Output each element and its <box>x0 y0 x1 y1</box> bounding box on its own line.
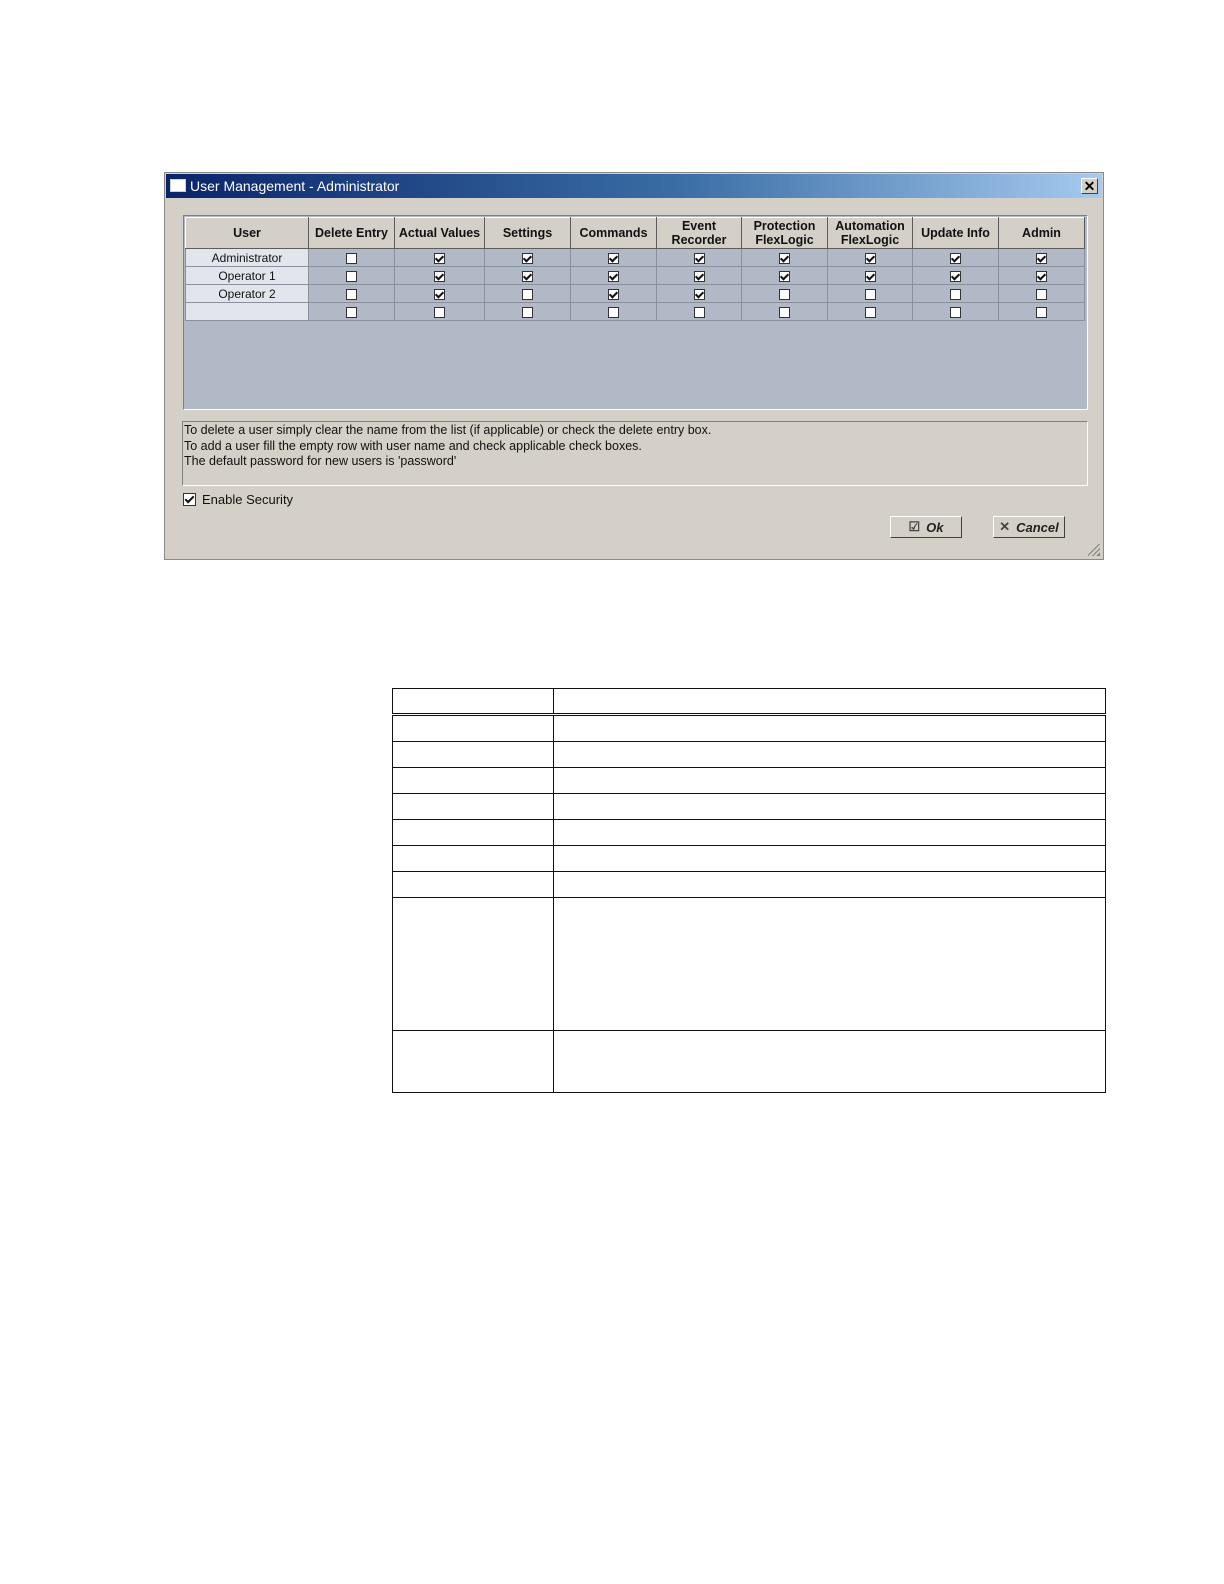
permission-checkbox[interactable] <box>346 289 357 300</box>
permission-checkbox[interactable] <box>608 307 619 318</box>
user-name-cell[interactable]: Administrator <box>186 249 309 267</box>
enable-security-option[interactable] <box>183 491 293 507</box>
column-header: Automation FlexLogic <box>828 218 913 249</box>
permission-checkbox[interactable] <box>694 289 705 300</box>
permission-cell <box>657 267 742 285</box>
permission-checkbox[interactable] <box>1036 253 1047 264</box>
instruction-delete: To delete a user simply clear the name from the list (if applicable) or check the delete entry box. <box>184 423 712 437</box>
permission-checkbox[interactable] <box>779 307 790 318</box>
ok-label: Ok <box>926 519 944 535</box>
close-button[interactable]: ✕ <box>1081 178 1098 194</box>
permission-checkbox[interactable] <box>522 271 533 282</box>
permission-cell <box>571 267 657 285</box>
instruction-add: To add a user fill the empty row with user name and check applicable check boxes. <box>184 438 642 453</box>
column-header: Update Info <box>913 218 999 249</box>
table-row <box>186 267 1085 285</box>
column-header: Protection FlexLogic <box>742 218 828 249</box>
table-header-row <box>393 689 1106 715</box>
permission-cell <box>657 303 742 321</box>
permission-cell <box>657 249 742 267</box>
permission-cell <box>485 267 571 285</box>
user-name-cell[interactable]: Operator 2 <box>186 285 309 303</box>
permission-checkbox[interactable] <box>950 289 961 300</box>
table-row <box>393 820 1106 846</box>
permission-checkbox[interactable] <box>1036 307 1047 318</box>
column-header: Actual Values <box>395 218 485 249</box>
permission-checkbox[interactable] <box>694 307 705 318</box>
permission-cell <box>999 267 1085 285</box>
permission-cell <box>485 285 571 303</box>
table-row <box>393 846 1106 872</box>
permission-checkbox[interactable] <box>522 289 533 300</box>
permissions-grid-panel <box>183 215 1088 410</box>
enable-security-label: Enable Security <box>202 491 294 507</box>
table-row <box>393 872 1106 898</box>
table-row <box>186 285 1085 303</box>
permission-cell <box>999 303 1085 321</box>
permission-checkbox[interactable] <box>608 253 619 264</box>
permission-checkbox[interactable] <box>865 307 876 318</box>
permission-checkbox[interactable] <box>950 271 961 282</box>
permission-cell <box>395 267 485 285</box>
permission-checkbox[interactable] <box>346 307 357 318</box>
permission-checkbox[interactable] <box>522 307 533 318</box>
permission-cell <box>309 285 395 303</box>
grid-header-row <box>186 218 1085 249</box>
permission-checkbox[interactable] <box>434 271 445 282</box>
permission-cell <box>309 303 395 321</box>
permission-cell <box>657 285 742 303</box>
permission-checkbox[interactable] <box>434 289 445 300</box>
permission-cell <box>828 267 913 285</box>
ok-button[interactable] <box>890 516 962 538</box>
table-row <box>393 1031 1106 1093</box>
permission-cell <box>913 303 999 321</box>
column-header: Commands <box>571 218 657 249</box>
cancel-button[interactable] <box>993 516 1065 538</box>
permission-checkbox[interactable] <box>779 253 790 264</box>
permission-cell <box>999 285 1085 303</box>
permission-checkbox[interactable] <box>346 271 357 282</box>
permission-cell <box>395 249 485 267</box>
permission-checkbox[interactable] <box>694 271 705 282</box>
permission-cell <box>395 285 485 303</box>
dialog-title: User Management - Administrator <box>190 178 400 194</box>
permission-checkbox[interactable] <box>1036 289 1047 300</box>
column-header: Delete Entry <box>309 218 395 249</box>
title-bar[interactable] <box>166 174 1102 198</box>
permission-checkbox[interactable] <box>865 253 876 264</box>
permission-cell <box>913 267 999 285</box>
permission-checkbox[interactable] <box>779 289 790 300</box>
permission-checkbox[interactable] <box>346 253 357 264</box>
permissions-table <box>185 217 1085 321</box>
cross-icon: ✕ <box>999 519 1011 534</box>
permission-cell <box>828 303 913 321</box>
table-row <box>393 898 1106 1031</box>
permission-cell <box>742 249 828 267</box>
permission-cell <box>828 285 913 303</box>
table-row <box>186 303 1085 321</box>
column-header: Admin <box>999 218 1085 249</box>
cancel-label: Cancel <box>1016 519 1059 535</box>
permission-cell <box>742 285 828 303</box>
enable-security-checkbox[interactable] <box>183 493 196 506</box>
permission-cell <box>395 303 485 321</box>
check-icon: ☑ <box>908 519 921 534</box>
permission-checkbox[interactable] <box>950 253 961 264</box>
permission-cell <box>485 249 571 267</box>
permission-checkbox[interactable] <box>950 307 961 318</box>
permission-cell <box>913 249 999 267</box>
permission-cell <box>309 267 395 285</box>
permission-cell <box>485 303 571 321</box>
table-row <box>393 768 1106 794</box>
permission-checkbox[interactable] <box>522 253 533 264</box>
permission-checkbox[interactable] <box>608 289 619 300</box>
resize-grip-icon[interactable] <box>1088 544 1100 556</box>
permission-cell <box>571 303 657 321</box>
table-row <box>393 715 1106 742</box>
table-row <box>393 794 1106 820</box>
permission-checkbox[interactable] <box>779 271 790 282</box>
permission-cell <box>742 267 828 285</box>
permission-checkbox[interactable] <box>694 253 705 264</box>
instructions-box <box>182 421 1088 486</box>
column-header: User <box>186 218 309 249</box>
document-table <box>392 688 1106 1093</box>
permission-checkbox[interactable] <box>434 253 445 264</box>
column-header: Event Recorder <box>657 218 742 249</box>
window-icon <box>170 179 186 192</box>
user-name-cell[interactable] <box>186 303 309 321</box>
column-header: Settings <box>485 218 571 249</box>
permission-cell <box>828 249 913 267</box>
user-name-cell[interactable]: Operator 1 <box>186 267 309 285</box>
permission-cell <box>742 303 828 321</box>
permission-checkbox[interactable] <box>434 307 445 318</box>
permission-cell <box>309 249 395 267</box>
permission-checkbox[interactable] <box>865 271 876 282</box>
permission-cell <box>571 285 657 303</box>
user-management-dialog <box>164 172 1104 560</box>
permission-checkbox[interactable] <box>608 271 619 282</box>
table-row <box>186 249 1085 267</box>
permission-checkbox[interactable] <box>865 289 876 300</box>
permission-cell <box>571 249 657 267</box>
table-row <box>393 742 1106 768</box>
permission-cell <box>999 249 1085 267</box>
permission-cell <box>913 285 999 303</box>
instruction-password: The default password for new users is 'password' <box>184 454 457 468</box>
permission-checkbox[interactable] <box>1036 271 1047 282</box>
